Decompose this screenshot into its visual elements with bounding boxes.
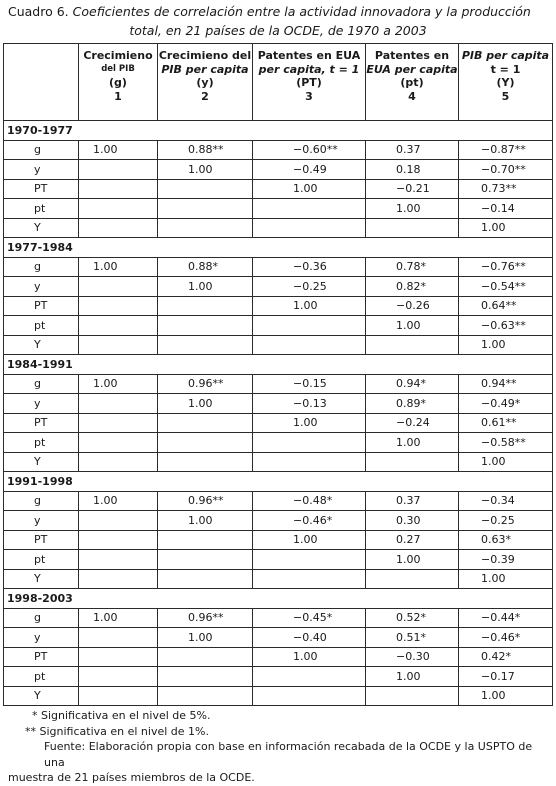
- table-cell: −0.76**: [459, 257, 553, 277]
- table-cell: 0.27: [366, 530, 459, 550]
- row-variable-label: Y: [4, 218, 79, 238]
- table-cell: 0.51*: [366, 628, 459, 648]
- table-cell: 0.64**: [459, 296, 553, 316]
- table-cell: [366, 686, 459, 706]
- row-variable-label: Y: [4, 569, 79, 589]
- table-cell: [253, 433, 366, 453]
- row-variable-label: PT: [4, 647, 79, 667]
- table-row: [4, 140, 553, 160]
- table-cell: [253, 316, 366, 336]
- row-variable-label: g: [4, 491, 79, 511]
- table-cell: [158, 296, 253, 316]
- table-cell: [79, 316, 158, 336]
- table-cell: [79, 218, 158, 238]
- table-cell: −0.17: [459, 667, 553, 687]
- table-cell: −0.30: [366, 647, 459, 667]
- table-cell: 0.96**: [158, 374, 253, 394]
- row-variable-label: g: [4, 257, 79, 277]
- table-row: [4, 452, 553, 472]
- table-cell: −0.46*: [253, 511, 366, 531]
- table-cell: 1.00: [366, 433, 459, 453]
- table-cell: 1.00: [366, 550, 459, 570]
- table-cell: 0.96**: [158, 608, 253, 628]
- table-cell: [158, 179, 253, 199]
- table-cell: [79, 569, 158, 589]
- column-header-5: PIB per capita t = 1 (Y) 5: [459, 44, 553, 121]
- table-notes: [8, 708, 553, 786]
- note-significance-1: ** Significativa en el nivel de 1%.: [25, 724, 209, 738]
- table-cell: [158, 530, 253, 550]
- table-cell: −0.49: [253, 160, 366, 180]
- table-cell: [79, 433, 158, 453]
- row-variable-label: y: [4, 277, 79, 297]
- table-row: [4, 374, 553, 394]
- table-row: [4, 257, 553, 277]
- row-variable-label: pt: [4, 550, 79, 570]
- table-cell: 0.18: [366, 160, 459, 180]
- caption-lead: Cuadro 6.: [8, 4, 73, 19]
- row-variable-label: g: [4, 374, 79, 394]
- row-variable-label: pt: [4, 316, 79, 336]
- table-cell: 0.94**: [459, 374, 553, 394]
- table-cell: 0.94*: [366, 374, 459, 394]
- table-cell: [158, 452, 253, 472]
- table-cell: [79, 296, 158, 316]
- table-row: [4, 316, 553, 336]
- table-cell: 1.00: [459, 569, 553, 589]
- table-cell: 1.00: [79, 374, 158, 394]
- table-row: [4, 511, 553, 531]
- row-variable-label: Y: [4, 686, 79, 706]
- table-cell: [79, 179, 158, 199]
- table-cell: 0.89*: [366, 394, 459, 414]
- table-cell: [79, 686, 158, 706]
- table-row: [4, 199, 553, 219]
- period-label: 1998-2003: [4, 589, 553, 609]
- table-cell: −0.25: [459, 511, 553, 531]
- table-row: [4, 647, 553, 667]
- row-variable-label: g: [4, 140, 79, 160]
- table-cell: [158, 647, 253, 667]
- table-cell: [79, 394, 158, 414]
- row-variable-label: PT: [4, 530, 79, 550]
- table-cell: [79, 413, 158, 433]
- table-row: [4, 433, 553, 453]
- table-row: [4, 491, 553, 511]
- table-cell: −0.36: [253, 257, 366, 277]
- row-variable-label: pt: [4, 667, 79, 687]
- header-row: [4, 44, 553, 121]
- table-cell: −0.13: [253, 394, 366, 414]
- table-cell: 1.00: [253, 647, 366, 667]
- table-row: [4, 413, 553, 433]
- table-row: [4, 277, 553, 297]
- table-cell: [253, 199, 366, 219]
- table-row: [4, 569, 553, 589]
- table-cell: −0.39: [459, 550, 553, 570]
- period-row: [4, 121, 553, 141]
- table-cell: 1.00: [253, 413, 366, 433]
- table-cell: [79, 647, 158, 667]
- table-cell: [253, 686, 366, 706]
- table-cell: 1.00: [253, 179, 366, 199]
- table-cell: 1.00: [158, 277, 253, 297]
- row-variable-label: y: [4, 160, 79, 180]
- period-row: [4, 589, 553, 609]
- table-body: [4, 121, 553, 706]
- table-cell: −0.48*: [253, 491, 366, 511]
- table-row: [4, 550, 553, 570]
- table-cell: 1.00: [79, 257, 158, 277]
- table-cell: [366, 218, 459, 238]
- table-row: [4, 667, 553, 687]
- table-cell: 0.42*: [459, 647, 553, 667]
- row-variable-label: PT: [4, 296, 79, 316]
- table-row: [4, 160, 553, 180]
- table-cell: 1.00: [79, 140, 158, 160]
- table-cell: [158, 550, 253, 570]
- table-cell: −0.49*: [459, 394, 553, 414]
- table-cell: [79, 160, 158, 180]
- column-header-3: Patentes en EUA per capita, t = 1 (PT) 3: [253, 44, 366, 121]
- table-cell: 0.73**: [459, 179, 553, 199]
- row-variable-label: Y: [4, 335, 79, 355]
- period-row: [4, 238, 553, 258]
- table-row: [4, 686, 553, 706]
- column-header-2: Crecimieno del PIB per capita (y) 2: [158, 44, 253, 121]
- table-cell: [158, 218, 253, 238]
- table-cell: [158, 686, 253, 706]
- period-label: 1984-1991: [4, 355, 553, 375]
- period-label: 1970-1977: [4, 121, 553, 141]
- table-cell: [158, 316, 253, 336]
- table-cell: 1.00: [459, 686, 553, 706]
- table-cell: [79, 277, 158, 297]
- table-cell: [79, 667, 158, 687]
- table-cell: 0.52*: [366, 608, 459, 628]
- table-cell: 0.78*: [366, 257, 459, 277]
- column-header-4: Patentes en EUA per capita (pt) 4: [366, 44, 459, 121]
- table-row: [4, 608, 553, 628]
- table-cell: [79, 530, 158, 550]
- table-cell: −0.25: [253, 277, 366, 297]
- table-cell: −0.34: [459, 491, 553, 511]
- table-cell: 0.30: [366, 511, 459, 531]
- table-row: [4, 394, 553, 414]
- period-row: [4, 355, 553, 375]
- table-cell: 0.37: [366, 140, 459, 160]
- table-cell: [79, 511, 158, 531]
- row-variable-label: PT: [4, 413, 79, 433]
- correlation-table: [3, 43, 553, 706]
- table-cell: 1.00: [459, 218, 553, 238]
- row-variable-label: y: [4, 394, 79, 414]
- table-cell: 1.00: [158, 394, 253, 414]
- table-cell: −0.54**: [459, 277, 553, 297]
- period-label: 1977-1984: [4, 238, 553, 258]
- table-cell: 1.00: [253, 530, 366, 550]
- table-cell: [158, 335, 253, 355]
- table-cell: [79, 550, 158, 570]
- table-cell: 1.00: [158, 628, 253, 648]
- table-caption: [8, 2, 548, 40]
- table-cell: [253, 569, 366, 589]
- table-cell: −0.24: [366, 413, 459, 433]
- table-cell: −0.26: [366, 296, 459, 316]
- note-source: Fuente: Elaboración propia con base en información recabada de la OCDE y la USPTO de una: [44, 740, 533, 769]
- table-cell: [79, 199, 158, 219]
- table-cell: 1.00: [79, 491, 158, 511]
- table-cell: −0.87**: [459, 140, 553, 160]
- note-significance-5: * Significativa en el nivel de 5%.: [32, 709, 211, 722]
- table-cell: 0.61**: [459, 413, 553, 433]
- table-cell: [79, 628, 158, 648]
- table-cell: −0.14: [459, 199, 553, 219]
- row-variable-label: g: [4, 608, 79, 628]
- table-cell: [158, 569, 253, 589]
- table-cell: 0.88*: [158, 257, 253, 277]
- table-cell: [253, 218, 366, 238]
- row-variable-label: y: [4, 628, 79, 648]
- table-cell: 1.00: [459, 335, 553, 355]
- table-cell: 0.82*: [366, 277, 459, 297]
- caption-title-line2: total, en 21 países de la OCDE, de 1970 a 2003: [129, 23, 427, 38]
- table-row: [4, 628, 553, 648]
- table-cell: −0.58**: [459, 433, 553, 453]
- table-cell: [158, 667, 253, 687]
- table-cell: 1.00: [158, 511, 253, 531]
- table-cell: −0.40: [253, 628, 366, 648]
- table-cell: 0.63*: [459, 530, 553, 550]
- table-cell: 0.37: [366, 491, 459, 511]
- table-cell: [158, 413, 253, 433]
- table-cell: 0.88**: [158, 140, 253, 160]
- period-row: [4, 472, 553, 492]
- table-row: [4, 335, 553, 355]
- table-cell: [79, 452, 158, 472]
- table-cell: [366, 569, 459, 589]
- table-cell: [366, 335, 459, 355]
- table-cell: −0.46*: [459, 628, 553, 648]
- table-cell: 1.00: [366, 667, 459, 687]
- table-cell: −0.45*: [253, 608, 366, 628]
- table-row: [4, 179, 553, 199]
- table-cell: [253, 550, 366, 570]
- table-cell: −0.63**: [459, 316, 553, 336]
- column-header-1: Crecimieno del PIB (g) 1: [79, 44, 158, 121]
- table-row: [4, 296, 553, 316]
- table-cell: −0.15: [253, 374, 366, 394]
- row-variable-label: pt: [4, 199, 79, 219]
- caption-title-line1: Coeficientes de correlación entre la actividad innovadora y la producción: [72, 4, 531, 19]
- table-cell: 1.00: [459, 452, 553, 472]
- table-cell: 1.00: [158, 160, 253, 180]
- table-cell: −0.60**: [253, 140, 366, 160]
- table-cell: [253, 452, 366, 472]
- table-cell: [366, 452, 459, 472]
- row-variable-label: Y: [4, 452, 79, 472]
- table-row: [4, 218, 553, 238]
- note-source-cont: muestra de 21 países miembros de la OCDE.: [8, 771, 255, 784]
- table-cell: 0.96**: [158, 491, 253, 511]
- table-cell: [79, 335, 158, 355]
- table-row: [4, 530, 553, 550]
- table-cell: 1.00: [79, 608, 158, 628]
- row-variable-label: pt: [4, 433, 79, 453]
- row-variable-label: y: [4, 511, 79, 531]
- row-variable-label: PT: [4, 179, 79, 199]
- table-cell: [253, 335, 366, 355]
- table-cell: 1.00: [253, 296, 366, 316]
- header-corner: [4, 44, 79, 121]
- table-cell: [253, 667, 366, 687]
- table-cell: −0.44*: [459, 608, 553, 628]
- table-cell: [158, 433, 253, 453]
- table-cell: −0.21: [366, 179, 459, 199]
- table-cell: −0.70**: [459, 160, 553, 180]
- table-cell: 1.00: [366, 316, 459, 336]
- table-cell: 1.00: [366, 199, 459, 219]
- table-cell: [158, 199, 253, 219]
- period-label: 1991-1998: [4, 472, 553, 492]
